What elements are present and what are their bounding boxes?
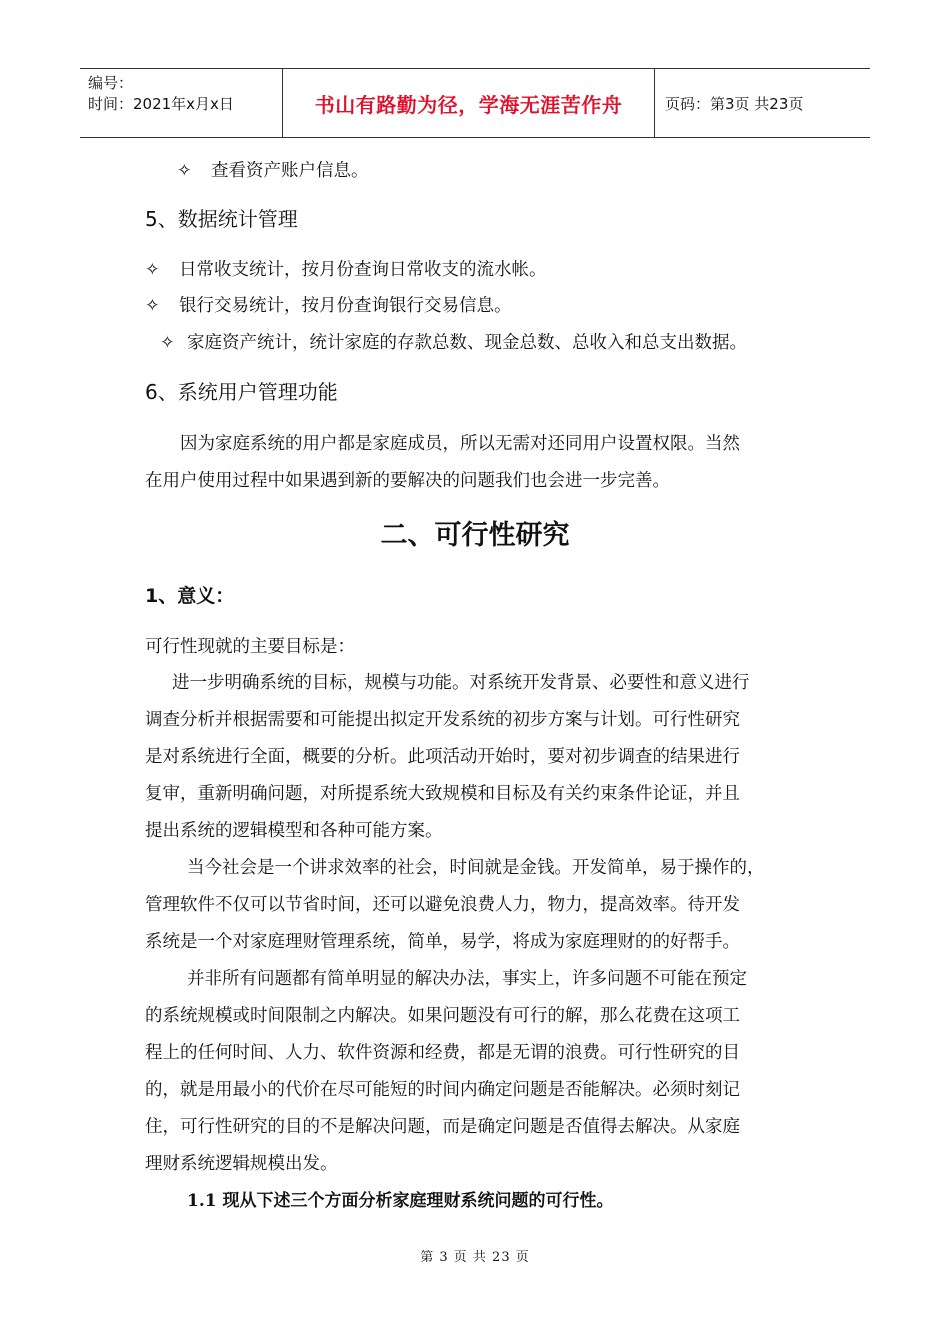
bullet-text: 家庭资产统计，统计家庭的存款总数、现金总数、总收入和总支出数据。 <box>187 333 747 353</box>
paragraph-line: 可行性现就的主要目标是： <box>145 637 355 657</box>
paragraph-line: 并非所有问题都有简单明显的解决办法，事实上，许多问题不可能在预定 <box>187 969 747 989</box>
paragraph-line: 是对系统进行全面，概要的分析。此项活动开始时，要对初步调查的结果进行 <box>145 747 740 767</box>
bullet-item <box>145 258 547 282</box>
header-meta-cell <box>80 69 283 137</box>
paragraph-line: 调查分析并根据需要和可能提出拟定开发系统的初步方案与计划。可行性研究 <box>145 710 740 730</box>
bullet-item <box>145 294 512 318</box>
subsection-heading: 1、意义： <box>145 585 235 607</box>
paragraph-line: 系统是一个对家庭理财管理系统，简单，易学，将成为家庭理财的的好帮手。 <box>145 932 740 952</box>
bullet-text: 银行交易统计，按月份查询银行交易信息。 <box>179 296 512 316</box>
bullet-diamond-icon: ✧ <box>177 161 192 181</box>
bullet-text: 查看资产账户信息。 <box>211 161 369 181</box>
paragraph-line: 理财系统逻辑规模出发。 <box>145 1154 338 1174</box>
subsection-subheading: 1.1 现从下述三个方面分析家庭理财系统问题的可行性。 <box>187 1191 614 1211</box>
section-heading: 6、系统用户管理功能 <box>145 380 338 404</box>
bullet-diamond-icon: ✧ <box>160 333 175 353</box>
header-motto: 书山有路勤为径，学海无涯苦作舟 <box>283 69 655 137</box>
header-page-info: 页码：第3页 共23页 <box>665 94 804 113</box>
paragraph-line: 进一步明确系统的目标，规模与功能。对系统开发背景、必要性和意义进行 <box>172 673 750 693</box>
paragraph-line: 因为家庭系统的用户都是家庭成员，所以无需对还同用户设置权限。当然 <box>180 434 740 454</box>
bullet-diamond-icon: ✧ <box>145 296 160 316</box>
bullet-item <box>160 331 747 355</box>
page-footer: 第 3 页 共 23 页 <box>420 1250 530 1265</box>
paragraph-line: 的，就是用最小的代价在尽可能短的时间内确定问题是否能解决。必须时刻记 <box>145 1080 740 1100</box>
paragraph-line: 的系统规模或时间限制之内解决。如果问题没有可行的解，那么花费在这项工 <box>145 1006 740 1026</box>
header-time-label: 时间：2021年x月x日 <box>88 95 234 113</box>
paragraph-line: 在用户使用过程中如果遇到新的要解决的问题我们也会进一步完善。 <box>145 471 670 491</box>
paragraph-line: 住，可行性研究的目的不是解决问题，而是确定问题是否值得去解决。从家庭 <box>145 1117 740 1137</box>
header-table <box>80 68 870 138</box>
paragraph-line: 提出系统的逻辑模型和各种可能方案。 <box>145 821 443 841</box>
section-heading: 5、数据统计管理 <box>145 207 298 231</box>
paragraph-line: 复审，重新明确问题，对所提系统大致规模和目标及有关约束条件论证，并且 <box>145 784 740 804</box>
bullet-diamond-icon: ✧ <box>145 260 160 280</box>
bullet-item <box>177 159 369 183</box>
bullet-text: 日常收支统计，按月份查询日常收支的流水帐。 <box>179 260 547 280</box>
chapter-title: 二、可行性研究 <box>380 520 570 551</box>
paragraph-line: 管理软件不仅可以节省时间，还可以避免浪费人力，物力，提高效率。待开发 <box>145 895 740 915</box>
paragraph-line: 程上的任何时间、人力、软件资源和经费，都是无谓的浪费。可行性研究的目 <box>145 1043 740 1063</box>
paragraph-line: 当今社会是一个讲求效率的社会，时间就是金钱。开发简单，易于操作的， <box>187 858 765 878</box>
header-number-label: 编号： <box>88 74 134 92</box>
